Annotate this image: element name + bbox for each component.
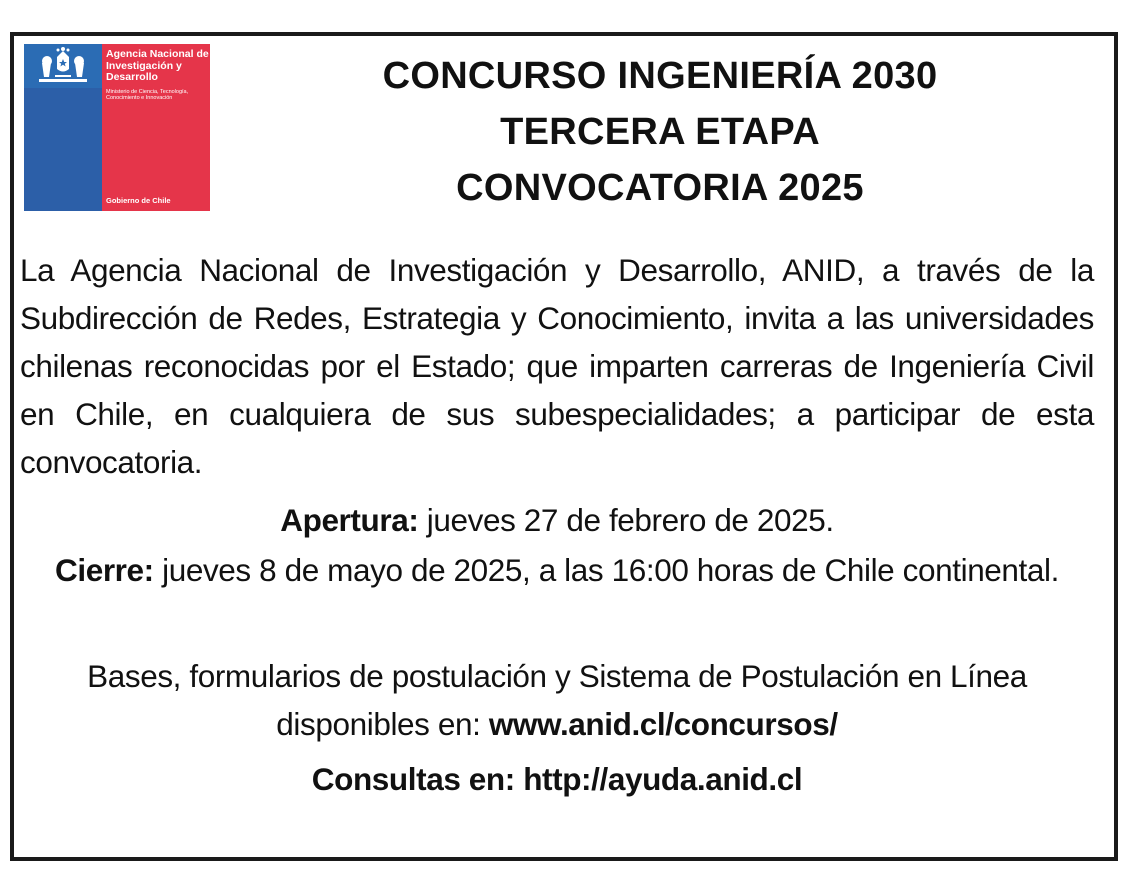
invitation-paragraph: La Agencia Nacional de Investigación y Desarrollo, ANID, a través de la Subdirección de Redes, Estrategia y Conocimiento, invita a las universidades chilenas reconocidas por el Estado; que imparten carreras de Ingeniería Civil en Chile, en cualquiera de sus subespecialidades; a participar de esta convocatoria. — [20, 252, 1094, 480]
bases-text: Bases, formularios de postulación y Sistema de Postulación en Línea disponibles en: — [87, 658, 1027, 742]
opening-value: jueves 27 de febrero de 2025. — [418, 502, 834, 538]
closing-date — [20, 546, 1094, 594]
logo-agency-name: Agencia Nacional de Investigación y Desarrollo — [106, 48, 209, 83]
logo-blue-panel — [24, 44, 102, 211]
title-line-3: CONVOCATORIA 2025 — [456, 167, 864, 209]
logo-ministry-name: Ministerio de Ciencia, Tecnología, Conocimiento e Innovación — [106, 88, 189, 101]
page-title — [230, 48, 1090, 216]
closing-label: Cierre: — [55, 552, 154, 588]
title-line-2: TERCERA ETAPA — [500, 111, 820, 153]
chilean-coat-of-arms-icon — [33, 47, 93, 85]
consultas-info[interactable]: Consultas en: http://ayuda.anid.cl — [311, 761, 803, 797]
opening-label: Apertura: — [280, 502, 419, 538]
bases-url-link[interactable]: www.anid.cl/concursos/ — [488, 706, 838, 742]
opening-date — [20, 496, 1094, 544]
logo-red-panel — [102, 44, 210, 211]
anid-logo — [24, 44, 210, 211]
bases-info — [20, 652, 1094, 748]
closing-value: jueves 8 de mayo de 2025, a las 16:00 horas de Chile continental. — [153, 552, 1059, 588]
title-line-1: CONCURSO INGENIERÍA 2030 — [382, 55, 938, 97]
logo-government-label: Gobierno de Chile — [106, 196, 171, 205]
